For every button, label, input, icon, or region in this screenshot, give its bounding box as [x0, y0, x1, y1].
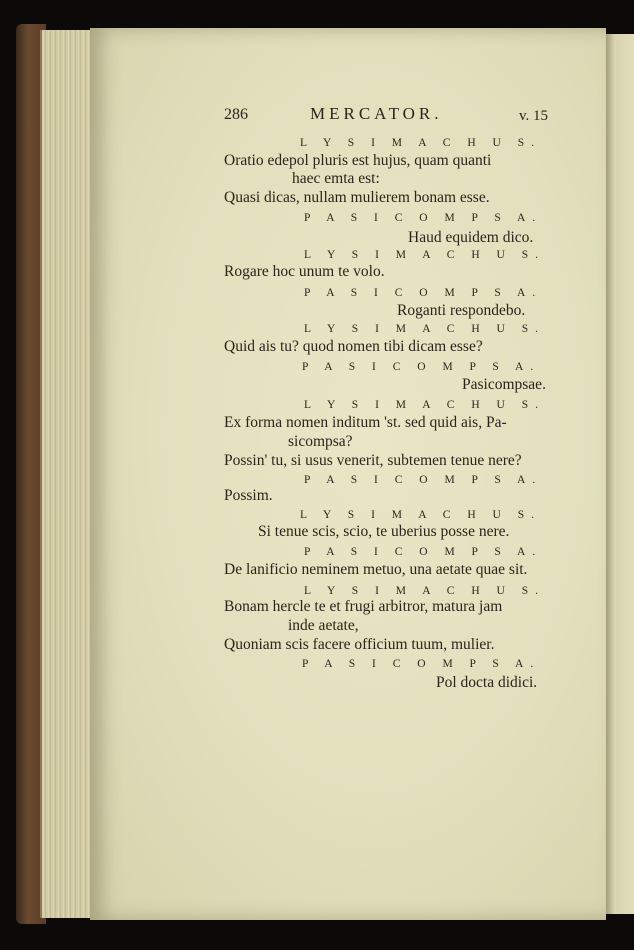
speaker-lysimachus: L Y S I M A C H U S.	[304, 249, 545, 261]
verse-line: Bonam hercle te et frugi arbitror, matura jam	[224, 598, 503, 615]
speaker-pasicompsa: P A S I C O M P S A.	[304, 546, 543, 558]
verse-line: Pasicompsae.	[462, 376, 546, 393]
verse-line: sicompsa?	[288, 433, 353, 450]
speaker-pasicompsa: P A S I C O M P S A.	[304, 212, 543, 224]
verse-line: De lanificio neminem metuo, una aetate quae sit.	[224, 561, 528, 578]
verse-line: Possin' tu, si usus venerit, subtemen tenue nere?	[224, 452, 522, 469]
verse-line: Roganti respondebo.	[397, 302, 526, 319]
verse-line: Possim.	[224, 487, 273, 504]
verse-reference: v. 15	[519, 108, 549, 124]
speaker-lysimachus: L Y S I M A C H U S.	[304, 323, 545, 335]
page-stack-edge	[40, 30, 94, 918]
speaker-lysimachus: L Y S I M A C H U S.	[300, 509, 541, 521]
verse-line: Si tenue scis, scio, te uberius posse nere.	[258, 523, 510, 540]
speaker-lysimachus: L Y S I M A C H U S.	[300, 137, 541, 149]
verse-line: Quasi dicas, nullam mulierem bonam esse.	[224, 189, 490, 206]
verse-line: Ex forma nomen inditum 'st. sed quid ais, Pa-	[224, 414, 507, 431]
verse-line: Quid ais tu? quod nomen tibi dicam esse?	[224, 338, 483, 355]
verse-line: Pol docta didici.	[436, 674, 538, 691]
running-title: MERCATOR.	[310, 104, 443, 123]
verse-line: haec emta est:	[292, 170, 380, 187]
speaker-pasicompsa: P A S I C O M P S A.	[302, 658, 541, 670]
verse-line: Oratio edepol pluris est hujus, quam quanti	[224, 152, 492, 169]
verse-line: inde aetate,	[288, 617, 359, 634]
verse-line: Haud equidem dico.	[408, 229, 534, 246]
facing-page-edge	[606, 34, 634, 914]
verse-line: Rogare hoc unum te volo.	[224, 263, 385, 280]
speaker-pasicompsa: P A S I C O M P S A.	[304, 287, 543, 299]
speaker-pasicompsa: P A S I C O M P S A.	[304, 474, 543, 486]
speaker-lysimachus: L Y S I M A C H U S.	[304, 585, 545, 597]
speaker-pasicompsa: P A S I C O M P S A.	[302, 361, 541, 373]
speaker-lysimachus: L Y S I M A C H U S.	[304, 399, 545, 411]
page-number: 286	[224, 106, 248, 123]
verse-line: Quoniam scis facere officium tuum, mulier.	[224, 636, 495, 653]
